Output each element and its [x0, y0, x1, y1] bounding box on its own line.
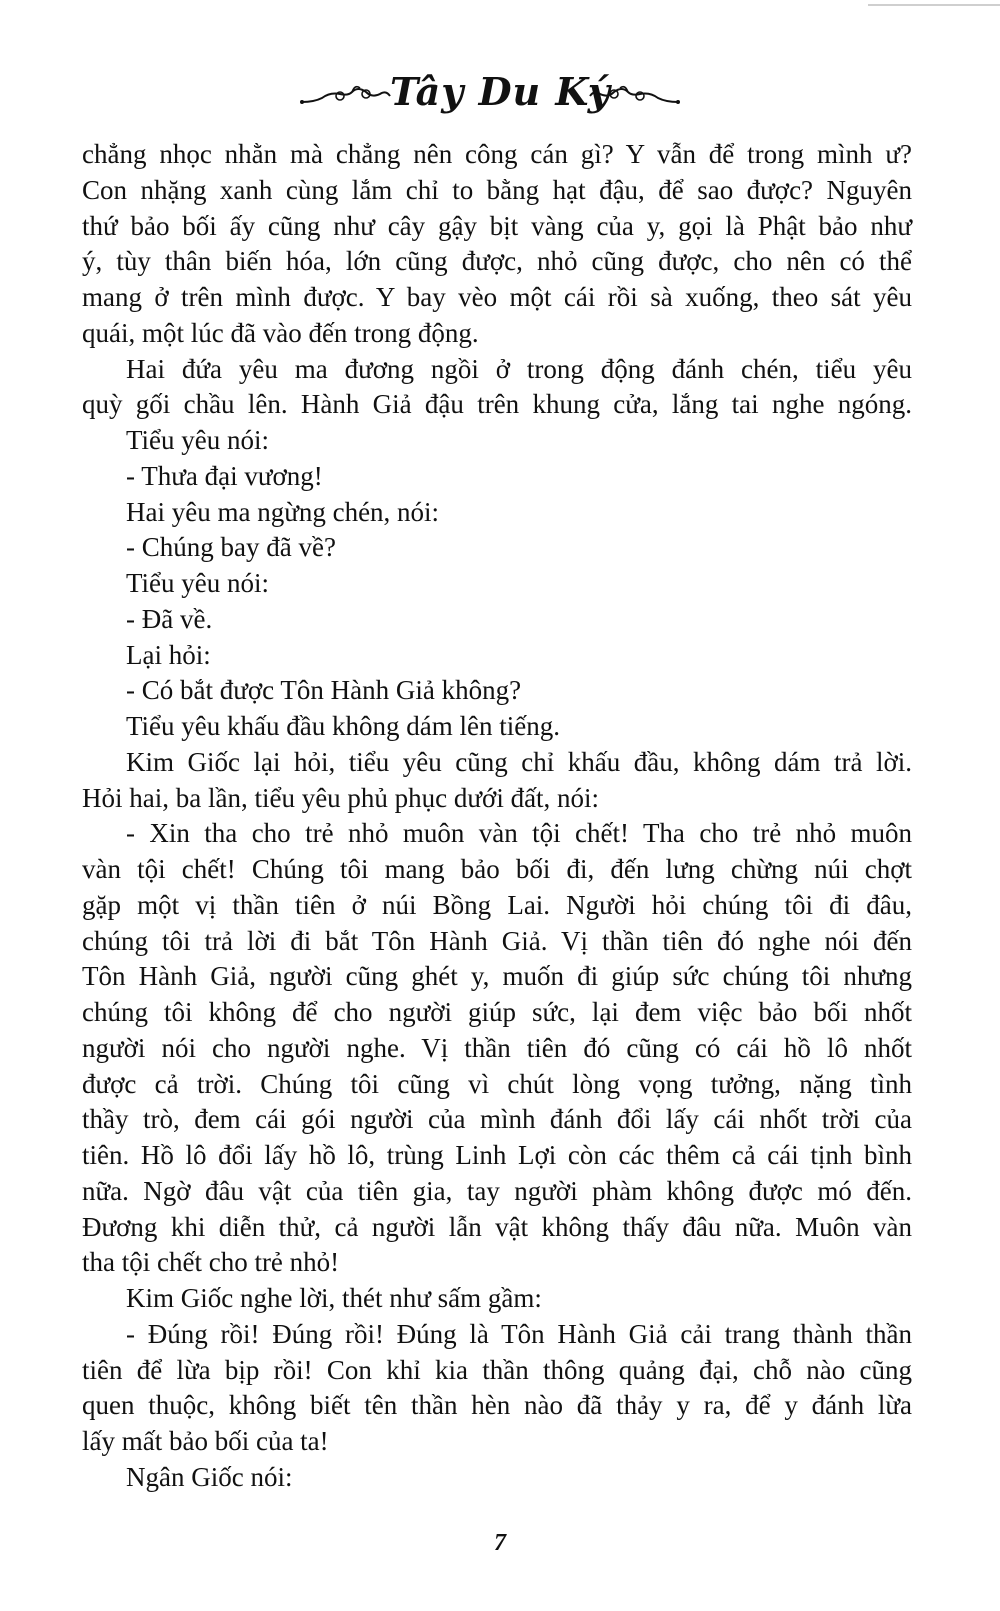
text-line: Hai đứa yêu ma đương ngồi ở trong động đánh chén, tiểu yêu: [126, 353, 912, 384]
text-line: Tôn Hành Giả, người cũng ghét y, muốn đi giúp sức chúng tôi nhưng: [82, 961, 912, 992]
text-line: Kim Giốc nghe lời, thét như sấm gầm:: [126, 1283, 542, 1313]
text-line: - Thưa đại vương!: [126, 460, 323, 491]
running-header: [300, 68, 680, 120]
text-line: gặp một vị thần tiên ở núi Bồng Lai. Người hỏi chúng tôi đi đâu,: [82, 889, 912, 920]
page-number: 7: [494, 1530, 506, 1556]
text-line: - Chúng bay đã về?: [126, 532, 336, 563]
text-line: chúng tôi trả lời đi bắt Tôn Hành Giả. Vị thần tiên đó nghe nói đến: [82, 925, 912, 956]
text-line: nữa. Ngờ đâu vật của tiên gia, tay người phàm không được mó đến.: [82, 1175, 912, 1206]
text-line: tiên. Hồ lô đổi lấy hồ lô, trùng Linh Lợi còn các thêm cả cái tịnh bình: [82, 1140, 912, 1170]
text-line: lấy mất bảo bối của ta!: [82, 1426, 329, 1456]
text-line: Hai yêu ma ngừng chén, nói:: [126, 496, 440, 527]
text-line: quỳ gối chầu lên. Hành Giả đậu trên khung cửa, lắng tai nghe ngóng.: [82, 389, 912, 420]
text-line: - Xin tha cho trẻ nhỏ muôn vàn tội chết! Tha cho trẻ nhỏ muôn: [126, 818, 912, 849]
text-line: - Có bắt được Tôn Hành Giả không?: [126, 675, 522, 706]
text-line: được cả trời. Chúng tôi cũng vì chút lòng vọng tưởng, nặng tình: [82, 1068, 912, 1099]
text-line: Ngân Giốc nói:: [126, 1461, 293, 1492]
text-line: ý, tùy thân biến hóa, lớn cũng được, nhỏ cũng được, cho nên có thể: [82, 246, 912, 277]
top-edge-rule: [868, 4, 1000, 6]
text-line: - Đã về.: [126, 603, 213, 634]
text-line: người nói cho người nghe. Vị thần tiên đó cũng có cái hồ lô nhốt: [82, 1032, 912, 1063]
text-line: quái, một lúc đã vào đến trong động.: [82, 317, 479, 348]
text-line: tha tội chết cho trẻ nhỏ!: [82, 1247, 340, 1278]
text-line: Tiểu yêu khấu đầu không dám lên tiếng.: [126, 711, 560, 741]
text-line: thầy trò, đem cái gói người của mình đánh đổi lấy cái nhốt trời của: [82, 1104, 912, 1135]
text-line: Đương khi diễn thử, cả người lẫn vật không thấy đâu nữa. Muôn vàn: [82, 1211, 912, 1242]
scroll-flourish-icon: [300, 82, 392, 108]
text-line: thứ bảo bối ấy cũng như cây gậy bịt vàng của y, gọi là Phật bảo như: [82, 210, 912, 241]
text-line: tiên để lừa bịp rồi! Con khỉ kia thần thông quảng đại, chỗ nào cũng: [82, 1354, 912, 1385]
body-text: [82, 137, 912, 1496]
text-line: Tiểu yêu nói:: [126, 568, 270, 598]
text-line: Tiểu yêu nói:: [126, 425, 270, 455]
text-line: Kim Giốc lại hỏi, tiểu yêu cũng chỉ khấu đầu, không dám trả lời.: [126, 746, 912, 777]
text-line: Con nhặng xanh cùng lắm chỉ to bằng hạt đậu, để sao được? Nguyên: [82, 174, 912, 205]
scroll-flourish-icon: [588, 82, 680, 108]
text-line: - Đúng rồi! Đúng rồi! Đúng là Tôn Hành Giả cải trang thành thần: [126, 1318, 912, 1349]
text-line: quen thuộc, không biết tên thần hèn nào đã thảy y ra, để y đánh lừa: [82, 1390, 912, 1421]
text-line: Lại hỏi:: [126, 639, 211, 670]
text-line: mang ở trên mình được. Y bay vèo một cái rồi sà xuống, theo sát yêu: [82, 282, 912, 312]
text-line: Hỏi hai, ba lần, tiểu yêu phủ phục dưới đất, nói:: [82, 782, 600, 813]
running-header-title: Tây Du Ký: [390, 69, 611, 114]
text-line: chúng tôi không để cho người giúp sức, lại đem việc bảo bối nhốt: [82, 997, 912, 1027]
text-line: vàn tội chết! Chúng tôi mang bảo bối đi, đến lưng chừng núi chợt: [82, 854, 912, 884]
text-line: chẳng nhọc nhằn mà chẳng nên công cán gì? Y vẫn để trong mình ư?: [82, 139, 912, 169]
